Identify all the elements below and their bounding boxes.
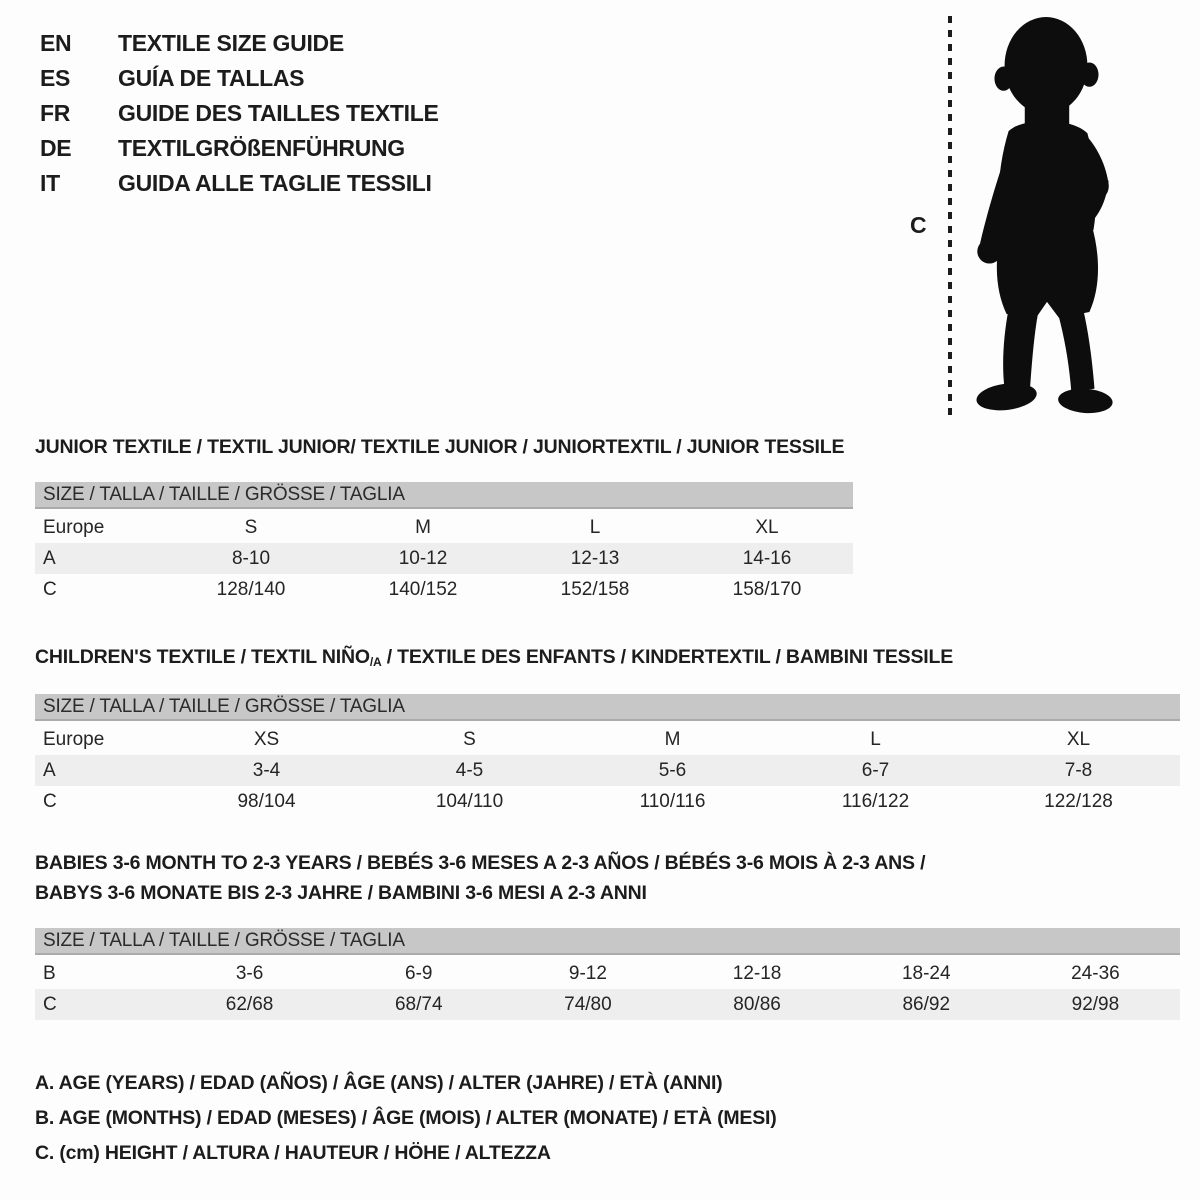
lang-code: EN	[40, 30, 72, 56]
lang-title: TEXTILGRÖßENFÜHRUNG	[118, 135, 405, 161]
table-cell: 62/68	[225, 994, 274, 1015]
section-junior-textile	[35, 432, 853, 605]
section-title	[35, 642, 1180, 674]
table-cell: 80/86	[733, 994, 781, 1015]
row-label: Europe	[43, 517, 105, 538]
section-babies-textile	[35, 848, 1180, 1020]
row-label: A	[43, 548, 56, 569]
height-measure-dashed-line	[948, 16, 952, 416]
table-cell: M	[664, 729, 681, 750]
footnote-height-cm: C. (cm) HEIGHT / ALTURA / HAUTEUR / HÖHE / ALTEZZA	[35, 1142, 551, 1164]
lang-code: FR	[40, 100, 71, 126]
row-label: Europe	[43, 729, 105, 750]
footnote-age-years: A. AGE (YEARS) / EDAD (AÑOS) / ÂGE (ANS) / ALTER (JAHRE) / ETÀ (ANNI)	[35, 1072, 723, 1094]
table-cell: 92/98	[1071, 994, 1120, 1015]
row-label: A	[43, 760, 56, 781]
table-cell: 5-6	[658, 760, 687, 781]
row-label: C	[43, 579, 57, 600]
table-cell: 12-18	[732, 963, 782, 984]
table-cell: XS	[253, 729, 280, 750]
table-row	[35, 755, 1180, 786]
height-marker-label: C	[910, 212, 927, 238]
table-cell: 9-12	[568, 963, 607, 984]
table-cell: 110/116	[639, 791, 706, 812]
table-cell: L	[870, 729, 881, 750]
table-cell: 7-8	[1064, 760, 1093, 781]
lang-row-de	[40, 131, 439, 166]
table-cell: XL	[1066, 729, 1091, 750]
children-size-table	[35, 724, 1180, 817]
table-cell: 122/128	[1044, 791, 1113, 812]
section-title-line: BABIES 3-6 MONTH TO 2-3 YEARS / BEBÉS 3-6 MESES A 2-3 AÑOS / BÉBÉS 3-6 MOIS À 2-3 ANS /	[35, 852, 926, 874]
table-cell: 140/152	[388, 579, 458, 600]
toddler-silhouette-icon	[962, 12, 1134, 416]
row-label: C	[43, 994, 57, 1015]
section-title-line: JUNIOR TEXTILE / TEXTIL JUNIOR/ TEXTILE JUNIOR / JUNIORTEXTIL / JUNIOR TESSILE	[35, 436, 845, 458]
table-cell: 8-10	[231, 548, 271, 569]
table-cell: 4-5	[455, 760, 484, 781]
row-label: B	[43, 963, 56, 984]
table-cell: 3-4	[252, 760, 281, 781]
table-cell: 12-13	[570, 548, 620, 569]
table-row	[35, 989, 1180, 1020]
table-cell: 74/80	[564, 994, 612, 1015]
table-cell: 86/92	[902, 994, 951, 1015]
babies-size-table	[35, 958, 1180, 1020]
table-row	[35, 786, 1180, 817]
lang-title: GUIDE DES TAILLES TEXTILE	[118, 100, 439, 126]
lang-title: GUÍA DE TALLAS	[118, 65, 305, 91]
lang-title: GUIDA ALLE TAGLIE TESSILI	[118, 170, 432, 196]
size-header-bar: SIZE / TALLA / TAILLE / GRÖSSE / TAGLIA	[35, 482, 853, 509]
lang-row-it	[40, 166, 439, 201]
size-header-bar: SIZE / TALLA / TAILLE / GRÖSSE / TAGLIA	[35, 928, 1180, 955]
section-title	[35, 432, 853, 462]
section-title-line: CHILDREN'S TEXTILE / TEXTIL NIÑO/A / TEXTILE DES ENFANTS / KINDERTEXTIL / BAMBINI TESSILE	[35, 646, 954, 669]
lang-row-es	[40, 61, 439, 96]
table-cell: S	[244, 517, 258, 538]
lang-code: ES	[40, 65, 71, 91]
lang-row-en	[40, 26, 439, 61]
table-cell: 152/158	[560, 579, 630, 600]
table-cell: 6-7	[861, 760, 890, 781]
row-label: C	[43, 791, 57, 812]
section-title	[35, 848, 1180, 908]
table-row	[35, 543, 853, 574]
table-cell: 10-12	[398, 548, 448, 569]
size-header-bar: SIZE / TALLA / TAILLE / GRÖSSE / TAGLIA	[35, 694, 1180, 721]
table-cell: S	[463, 729, 476, 750]
table-cell: 14-16	[742, 548, 792, 569]
lang-code: DE	[40, 135, 72, 161]
table-cell: 128/140	[216, 579, 286, 600]
table-row	[35, 512, 853, 543]
lang-title: TEXTILE SIZE GUIDE	[118, 30, 344, 56]
table-cell: 3-6	[235, 963, 264, 984]
section-title-line: BABYS 3-6 MONATE BIS 2-3 JAHRE / BAMBINI 3-6 MESI A 2-3 ANNI	[35, 882, 647, 904]
table-cell: 18-24	[901, 963, 951, 984]
table-cell: 158/170	[732, 579, 802, 600]
language-title-list	[40, 26, 439, 201]
legend-footnotes	[35, 1066, 777, 1171]
table-cell: 98/104	[237, 791, 296, 812]
table-cell: 116/122	[841, 791, 910, 812]
table-cell: M	[415, 517, 431, 538]
table-cell: 68/74	[394, 994, 443, 1015]
table-row	[35, 958, 1180, 989]
table-row	[35, 724, 1180, 755]
lang-code: IT	[40, 170, 60, 196]
table-cell: 6-9	[405, 963, 433, 984]
table-row	[35, 574, 853, 605]
table-cell: 24-36	[1071, 963, 1120, 984]
table-cell: 104/110	[435, 791, 504, 812]
table-cell: L	[589, 517, 601, 538]
table-cell: XL	[755, 517, 779, 538]
junior-size-table	[35, 512, 853, 605]
section-childrens-textile	[35, 642, 1180, 817]
footnote-age-months: B. AGE (MONTHS) / EDAD (MESES) / ÂGE (MOIS) / ALTER (MONATE) / ETÀ (MESI)	[35, 1107, 777, 1129]
lang-row-fr	[40, 96, 439, 131]
